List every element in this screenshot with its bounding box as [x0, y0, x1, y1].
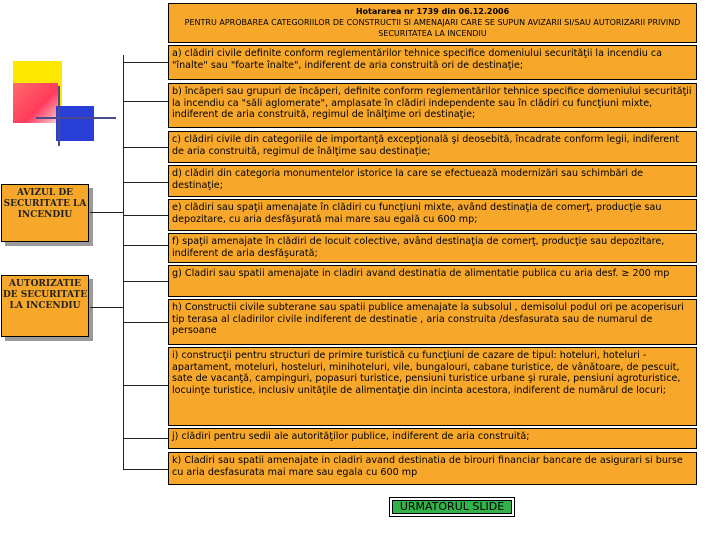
item-i: i) construcţii pentru structuri de primire turistică cu funcţiuni de cazare de tipul: hoteluri, hoteluri -apartament, moteluri, hosteluri, minihoteluri, vile, bungalouri, cabane turistice, de vânătoare, de pescuit, sate de vacanţă, campinguri, popasuri turistice, pensiuni turistice urbane şi rurale, pensiuni agroturistice, locuinţe turistice, inclusiv unităţile de alimentaţie din incinta acestora, indiferent de numărul de locuri;: [168, 347, 697, 426]
item-a: a) clădiri civile definite conform reglementărilor tehnice specifice domeniului securităţii la incendiu ca "înalte" sau "foarte înalte", indiferent de aria construită ori de destinaţie;: [168, 45, 697, 80]
item-h: h) Constructii civile subterane sau spatii publice amenajate la subsolul , demisolul podul ori pe acoperisuri tip terasa al cladirilor civile indiferent de destinatie , aria construita /desfasurata sau de numarul de persoane: [168, 299, 697, 345]
tree-branch-e: [124, 215, 168, 216]
item-j: j) clădiri pentru sedii ale autorităţilor publice, indiferent de aria construită;: [168, 428, 697, 449]
tree-branch-f: [124, 245, 168, 246]
tree-branch-c: [124, 147, 168, 148]
avizul-box: AVIZUL DE SECURITATE LA INCENDIU: [1, 184, 89, 242]
item-c: c) clădiri civile din categoriile de importanţă excepţională şi deosebită, încadrate conform legii, indiferent de aria construită, regimul de înălţime sau destinaţie;: [168, 131, 697, 163]
tree-branch-i: [124, 385, 168, 386]
tree-branch-b: [124, 101, 168, 102]
logo-horizontal-line: [36, 117, 116, 119]
tree-branch-d: [124, 182, 168, 183]
item-e: e) clădiri sau spaţii amenajate în clădiri cu funcţiuni mixte, având destinaţia de comerţ, producţie sau depozitare, cu aria desfăşurată mai mare sau egală cu 600 mp;: [168, 199, 697, 231]
tree-branch-h: [124, 322, 168, 323]
tree-branch-a: [124, 62, 168, 63]
autorizatie-box: AUTORIZATIE DE SECURITATE LA INCENDIU: [1, 275, 89, 337]
item-k: k) Cladiri sau spatii amenajate in cladiri avand destinatia de birouri financiar bancare de asigurari si burse cu aria desfasurata mai mare sau egala cu 600 mp: [168, 452, 697, 485]
logo-vertical-line: [58, 86, 60, 146]
logo-blue-square: [56, 106, 94, 141]
tree-connector-avizul: [90, 212, 124, 213]
tree-vertical-line: [123, 55, 124, 470]
tree-branch-k: [124, 469, 168, 470]
next-slide-button[interactable]: URMATORUL SLIDE: [389, 497, 515, 517]
title-subject: PENTRU APROBAREA CATEGORIILOR DE CONSTRUCTII SI AMENAJARI CARE SE SUPUN AVIZARII SI/SAU AUTORIZARII PRIVIND SECURITATEA LA INCENDIU: [184, 18, 681, 38]
tree-connector-autorizatie: [90, 307, 124, 308]
item-f: f) spaţii amenajate în clădiri de locuit colective, având destinaţia de comerţ, producţie sau depozitare, indiferent de aria desfăşurată;: [168, 233, 697, 263]
tree-branch-j: [124, 438, 168, 439]
item-b: b) încăperi sau grupuri de încăperi, definite conform reglementărilor tehnice specifice domeniului securităţii la incendiu ca "săli aglomerate", amplasate în clădiri independente sau în clădiri cu funcţiuni mixte, indiferent de aria construită, regimul de înălţime ori destinaţie;: [168, 83, 697, 128]
item-d: d) clădiri din categoria monumentelor istorice la care se efectuează modernizări sau schimbări de destinaţie;: [168, 165, 697, 197]
tree-branch-g: [124, 281, 168, 282]
item-g: g) Cladiri sau spatii amenajate in cladiri avand destinatia de alimentatie publica cu aria desf. ≥ 200 mp: [168, 265, 697, 297]
page-title: [168, 3, 697, 43]
title-decision: Hotararea nr 1739 din 06.12.2006: [355, 7, 510, 16]
